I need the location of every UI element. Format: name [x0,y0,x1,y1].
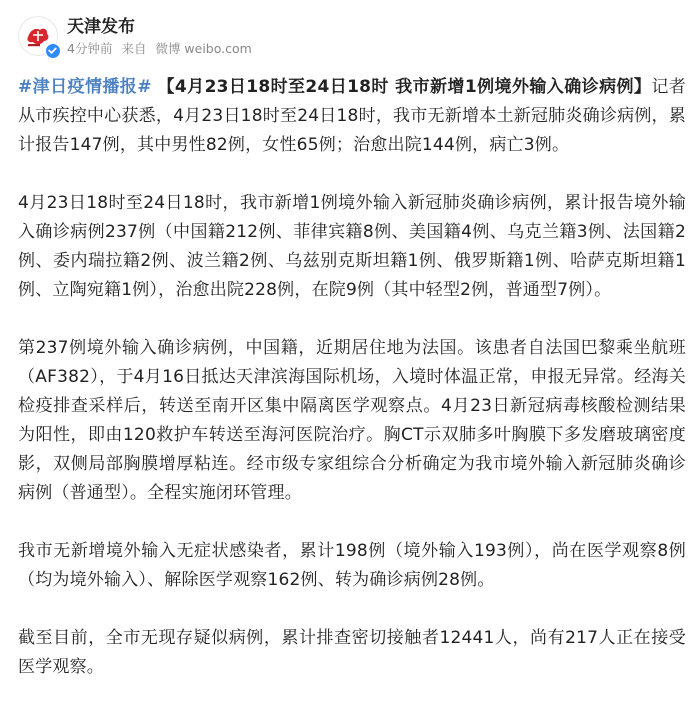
paragraph-1-text: 记者从市疾控中心获悉，4月23日18时至24日18时，我市无新增本土新冠肺炎确诊病例，累计报告147例，其中男性82例，女性65例；治愈出院144例，病亡3例。 [18,77,686,155]
verified-badge [45,43,61,59]
account-name[interactable]: 天津发布 [67,17,135,37]
post-headline: 【4月23日18时至24日18时 我市新增1例境外输入确诊病例】 [157,77,652,97]
verified-badge-icon [46,44,59,57]
paragraph-3: 第237例境外输入确诊病例，中国籍，近期居住地为法国。该患者自法国巴黎乘坐航班（AF382），于4月16日抵达天津滨海国际机场，入境时体温正常，申报无异常。经海关检疫排查采样后，转送至南开区集中隔离医学观察点。4月23日新冠病毒核酸检测结果为阳性，即由120救护车转送至海河医院治疗。胸CT示双肺多叶胸膜下多发磨玻璃密度影，双侧局部胸膜增厚粘连。经市级专家组综合分析确定为我市境外输入新冠肺炎确诊病例（普通型）。全程实施闭环管理。 [18,338,686,503]
post-content [18,73,686,711]
paragraph-4: 我市无新增境外输入无症状感染者，累计198例（境外输入193例），尚在医学观察8例（均为境外输入）、解除医学观察162例、转为确诊病例28例。 [18,541,686,590]
post-header [18,14,682,64]
hashtag-link[interactable]: #津日疫情播报# [18,77,152,97]
source-name[interactable]: 微博 weibo.com [155,41,252,56]
post-time[interactable]: 4分钟前 [67,41,113,56]
paragraph-5: 截至目前，全市无现存疑似病例，累计排查密切接触者12441人，尚有217人正在接受医学观察。 [18,628,686,677]
paragraph-1 [18,73,686,160]
avatar[interactable] [18,16,58,56]
paragraph-2: 4月23日18时至24日18时，我市新增1例境外输入新冠肺炎确诊病例，累计报告境外输入确诊病例237例（中国籍212例、菲律宾籍8例、美国籍4例、乌克兰籍3例、法国籍2例、委内瑞拉籍2例、波兰籍2例、乌兹别克斯坦籍1例、俄罗斯籍1例、哈萨克斯坦籍1例、立陶宛籍1例），治愈出院228例，在院9例（其中轻型2例，普通型7例）。 [18,193,686,300]
post-meta [67,41,257,57]
source-prefix: 来自 [121,41,147,56]
